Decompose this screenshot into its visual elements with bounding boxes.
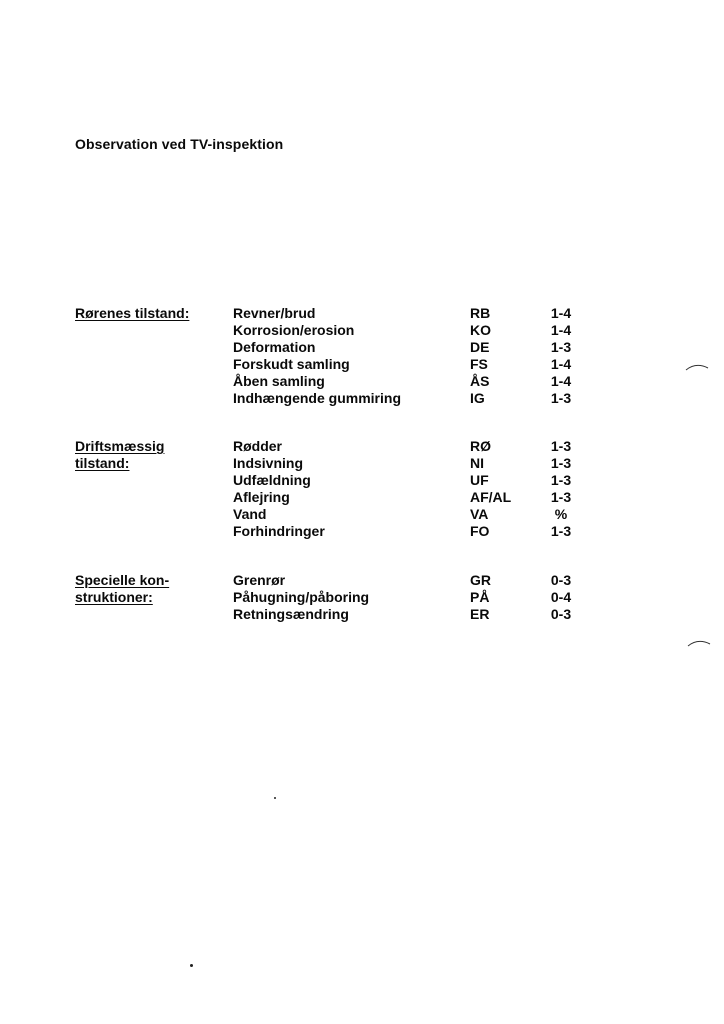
observation-range: 0-4 <box>550 589 572 605</box>
observation-range: 1-4 <box>550 322 572 338</box>
observation-row <box>0 390 724 407</box>
observation-code: PÅ <box>470 589 490 605</box>
observation-code: DE <box>470 339 490 355</box>
observation-row <box>0 305 724 322</box>
observation-row <box>0 438 724 455</box>
observation-range: % <box>554 506 568 522</box>
observation-label: Påhugning/påboring <box>233 589 370 605</box>
observation-range: 0-3 <box>550 572 572 588</box>
observation-range: 1-3 <box>550 472 572 488</box>
observation-row <box>0 506 724 523</box>
section-heading-line: Rørenes tilstand: <box>75 305 190 321</box>
observation-label: Rødder <box>233 438 282 454</box>
observation-row <box>0 572 724 589</box>
punch-hole-mark-icon <box>686 638 716 648</box>
observation-label: Revner/brud <box>233 305 316 321</box>
observation-code: IG <box>470 390 485 406</box>
observation-label: Indhængende gummiring <box>233 390 401 406</box>
observation-range: 1-3 <box>550 438 572 454</box>
observation-row <box>0 589 724 606</box>
observation-row <box>0 322 724 339</box>
observation-label: Indsivning <box>233 455 303 471</box>
observation-code: AF/AL <box>470 489 512 505</box>
observation-label: Forskudt samling <box>233 356 350 372</box>
observation-code: RB <box>470 305 491 321</box>
observation-range: 1-4 <box>550 373 572 389</box>
observation-list <box>0 438 724 540</box>
observation-code: ÅS <box>470 373 490 389</box>
observation-row <box>0 606 724 623</box>
observation-range: 1-3 <box>550 339 572 355</box>
observation-range: 1-4 <box>550 356 572 372</box>
observation-label: Retningsændring <box>233 606 349 622</box>
observation-row <box>0 523 724 540</box>
section-heading-line: struktioner: <box>75 589 153 605</box>
observation-code: NI <box>470 455 484 471</box>
observation-code: UF <box>470 472 489 488</box>
observation-row <box>0 356 724 373</box>
observation-range: 1-3 <box>550 523 572 539</box>
punch-hole-mark-icon <box>684 362 714 372</box>
observation-code: FS <box>470 356 488 372</box>
section-heading-line: tilstand: <box>75 455 130 471</box>
observation-code: ER <box>470 606 490 622</box>
observation-label: Åben samling <box>233 373 325 389</box>
observation-range: 1-4 <box>550 305 572 321</box>
observation-row <box>0 489 724 506</box>
observation-code: GR <box>470 572 491 588</box>
observation-row <box>0 339 724 356</box>
observation-code: FO <box>470 523 490 539</box>
observation-list <box>0 305 724 407</box>
observation-range: 1-3 <box>550 455 572 471</box>
observation-row <box>0 373 724 390</box>
observation-code: KO <box>470 322 491 338</box>
observation-label: Udfældning <box>233 472 311 488</box>
scan-speck-icon <box>190 964 193 967</box>
scan-speck-icon <box>274 797 276 799</box>
observation-label: Grenrør <box>233 572 286 588</box>
section-heading-line: Specielle kon- <box>75 572 170 588</box>
observation-code: RØ <box>470 438 491 454</box>
page-title: Observation ved TV-inspektion <box>75 136 284 152</box>
observation-range: 0-3 <box>550 606 572 622</box>
observation-row <box>0 472 724 489</box>
observation-label: Deformation <box>233 339 316 355</box>
observation-range: 1-3 <box>550 489 572 505</box>
observation-label: Vand <box>233 506 267 522</box>
observation-label: Forhindringer <box>233 523 325 539</box>
observation-range: 1-3 <box>550 390 572 406</box>
observation-row <box>0 455 724 472</box>
section-heading-line: Driftsmæssig <box>75 438 165 454</box>
observation-list <box>0 572 724 623</box>
observation-label: Aflejring <box>233 489 290 505</box>
observation-label: Korrosion/erosion <box>233 322 355 338</box>
observation-code: VA <box>470 506 489 522</box>
